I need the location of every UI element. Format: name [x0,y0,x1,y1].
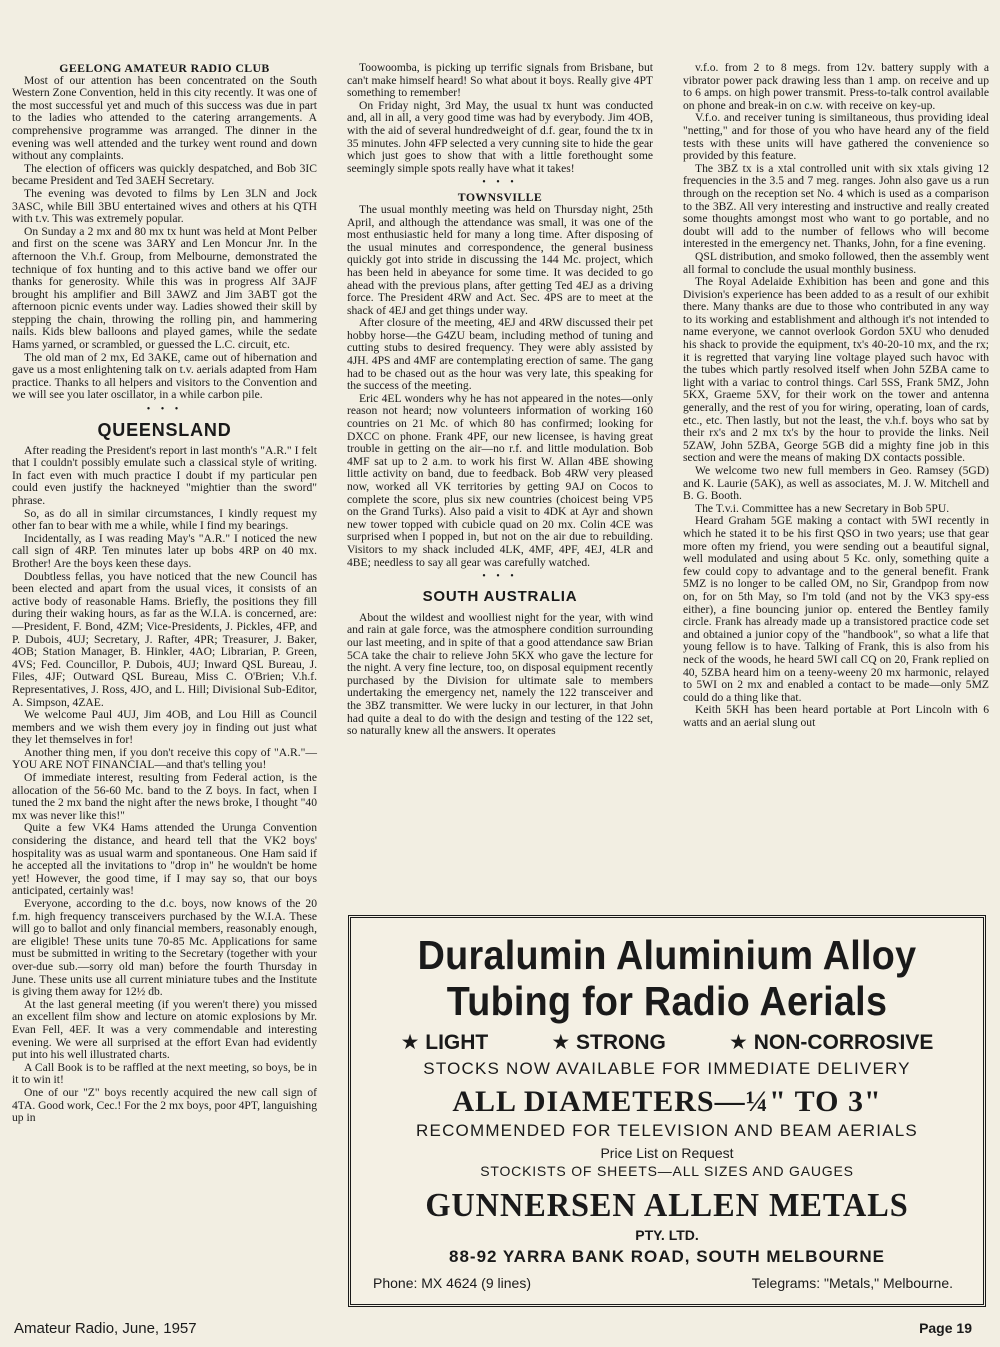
paragraph: Incidentally, as I was reading May's "A.R." I noticed the new call sign of 4RP. Ten minutes later up bobs 4RP on 40 mx. Brother! Are the boys keen these days. [12,531,317,570]
paragraph: QSL distribution, and smoko followed, then the assembly went all formal to conclude the usual monthly business. [683,249,989,276]
paragraph: A Call Book is to be raffled at the next meeting, so boys, be in it to win it! [12,1060,317,1087]
paragraph: The evening was devoted to films by Len 3LN and Jock 3ASC, while Bill 3BU entertained wives and others at his QTH with t.v. This was extremely popular. [12,186,317,226]
south-australia-article [347,612,653,738]
queensland-article [12,445,317,1125]
ad-headline-line-2: Tubing for Radio Aerials [446,978,888,1024]
paragraph: The election of officers was quickly despatched, and Bob 3IC became President and Ted 3AEH Secretary. [12,161,317,188]
paragraph: Another thing men, if you don't receive this copy of "A.R."—YOU ARE NOT FINANCIAL—and that's telling you! [12,745,317,772]
paragraph: On Friday night, 3rd May, the usual tx hunt was conducted and, all in all, a very good time was had by everybody. Jim 4OB, with the aid of several hundredweight of d.f. gear, found the tx in 35 minutes. John 4FP selected a very cunning site to hide the gear which just goes to show that with a little forethought some seemingly simple spots really have what it takes! [347,98,653,175]
paragraph: V.f.o. and receiver tuning is similtaneous, thus providing ideal "netting," and for those of you who have heard any of the field tests with these units will have gathered the convenience so provided by this feature. [683,111,989,163]
section-separator: • • • [482,177,518,189]
ad-headline-line-1: Duralumin Aluminium Alloy [417,932,917,978]
ad-company-suffix: PTY. LTD. [635,1227,699,1243]
paragraph: The T.v.i. Committee has a new Secretary in Bob 5PU. [695,501,950,515]
paragraph: Everyone, according to the d.c. boys, now knows of the 20 f.m. high frequency transceivers purchased by the W.I.A. These will go to ballot and only financial members, reasonably enough, are eligible! These units tune 70-85 Mc. Applications for same must be submitted in writing to the Secretary (together with your over-due sub.—sorry old man) before the fourth Thursday in June. These units use all current miniature tubes and the Institute is giving them away for 12½ db. [12,897,317,999]
ad-stocks-line: STOCKS NOW AVAILABLE FOR IMMEDIATE DELIVERY [423,1059,911,1078]
section-separator: • • • [482,571,518,583]
ad-feature-strong: ★ STRONG [551,1031,666,1054]
ad-contact-row [373,1275,953,1291]
ad-company-name: GUNNERSEN ALLEN METALS [425,1187,909,1224]
paragraph: We welcome two new full members in Geo. Ramsey (5GD) and K. Laurie (5AK), as well as associates, M. J. W. Mitchell and B. G. Booth. [683,464,989,503]
section-heading-townsville: TOWNSVILLE [457,190,543,205]
column-2 [347,62,653,738]
column-3 [683,62,989,729]
paragraph: So, as do all in similar circumstances, I kindly request my other fan to bear with me a while, while I find my bearings. [12,506,317,533]
ad-price-list-line: Price List on Request [600,1145,734,1161]
paragraph: We welcome Paul 4UJ, Jim 4OB, and Lou Hill as Council members and we wish them every joy in finding out just what they let themselves in for! [12,708,317,747]
geelong-article [12,75,317,402]
paragraph: The old man of 2 mx, Ed 3AKE, came out of hibernation and gave us a most enlightening talk on t.v. aerials adapted from Ham practice. Thanks to all helpers and visitors to the Convention and we will see you later oscillator, in a while carbon pile. [12,350,317,402]
column-1 [12,62,317,1125]
ad-stockists-line: STOCKISTS OF SHEETS—ALL SIZES AND GAUGES [480,1163,854,1179]
paragraph: Of immediate interest, resulting from Federal action, is the allocation of the 56-60 Mc. band to the Z boys. In fact, when I tuned the 2 mx band the night after the news broke, I thought "40 mx was never like this!" [12,771,317,822]
advertisement-box [348,915,986,1307]
paragraph: Toowoomba, is picking up terrific signals from Brisbane, but can't make himself heard! So what about it boys. Really give 4PT something to remember! [347,61,653,100]
paragraph: One of our "Z" boys recently acquired the new call sign of 4TA. Good work, Cec.! For the 2 mx boys, poor 4PT, languishing up in [12,1085,317,1125]
paragraph: The usual monthly meeting was held on Thursday night, 25th April, and although the attendance was small, it was one of the most enthusiastic held for many a long time. After disposing of the usual minutes and correspondence, the general business quickly got into stride in discussing the 144 Mc. project, which has been held in abeyance for some time. It was decided to go ahead with the previous plans, after getting Ted 4EJ as a driving force. The President 4RW and Act. Sec. 4PS are to meet at the shack of 4EJ and get things under way. [347,202,653,317]
footer-publication: Amateur Radio, June, 1957 [14,1320,197,1337]
paragraph: After reading the President's report in last month's "A.R." I felt that I couldn't possibly emulate such a classical style of writing. In fact even with much practice I doubt if my particular pen could even justify the hackneyed "mightier than the sword" phrase. [12,443,317,507]
ad-features [369,1030,965,1055]
paragraph: The Royal Adelaide Exhibition has been and gone and this Division's experience has been added to as a result of our exhibit there. Many thanks are due to those who contributed in any way to its working and establishment and although it's not intended to name everyone, we cannot overlook Gordon 5XU who denuded his shack to provide the equipment, tx's 40-20-10 mx, and the rx; it is regretted that varying line voltage played such havoc with the tubes which partly resolved itself when John 5ZBA came to light with a variac to control things. Carl 5SS, Frank 5MZ, John 5KX, Graeme 5XV, for their work on the tower and antenna generally, and the rest of you for wiring, operating, loan of cards, etc., etc. Then lastly, but not the least, the v.h.f. boys who sat by their rx's and 2 mx tx's by the hour to provide the links. Neil 5ZAW, John 5ZBA, George 5GB did a mighty fine job in this section and were the means of making DX contacts possible. [683,275,989,465]
footer-page-number: Page 19 [919,1320,972,1336]
section-heading-queensland: QUEENSLAND [97,420,232,441]
paragraph: Doubtless fellas, you have noticed that the new Council has been elected and apart from the usual vices, it consists of an active body of reasonable Hams. Briefly, the positions they fill during their waking hours, as far as the W.I.A. is concerned, are:—President, F. Bond, 4ZM; Vice-Presidents, J. Pickles, 4FP, and P. Dubois, 4UJ; Secretary, J. Rafter, 4PR; Treasurer, J. Baker, 4OB; Station Manager, B. Hinkler, 4AO; Librarian, P. Green, 4VS; Fed. Councillor, P. Dubois, 4UJ; Inward QSL Bureau, J. Files, 4JF; Outward QSL Bureau, Miss C. O'Brien; V.h.f. Representatives, J. Ross, 4JO, and L. Hill; Divisional Sub-Editor, A. Simpson, 4ZAE. [12,569,317,709]
paragraph: On Sunday a 2 mx and 80 mx tx hunt was held at Mont Pelber and first on the scene was 3ARY and Len Moncur Jnr. In the afternoon the V.h.f. Group, from Melbourne, demonstrated the technique of fox hunting and to this active band we offer our thanks for generosity. While this was in progress Alf 3AJF brought his amplifier and Bill 3AWZ and Jim 3ABT got the afternoon picnic events under way. Ladies showed their skill by stepping the chain, throwing the rolling pin, and hammering nails. Kids blew balloons and played games, while the sedate Hams yarned, or scrambled, or guessed the L.C. circuit, etc. [12,224,317,352]
section-heading-south-australia: SOUTH AUSTRALIA [422,588,578,606]
section-separator: • • • [146,404,183,416]
ad-phone: Phone: MX 4624 (9 lines) [373,1275,531,1291]
ad-feature-light: ★ LIGHT [400,1031,489,1054]
paragraph: Most of our attention has been concentrated on the South Western Zone Convention, held in this city recently. It was one of the most successful yet and much of this success was due in part to the ladies who attended to the catering arrangements. A comprehensive programme was arranged. The dinner in the evening was well attended and the turkey went round and down without any complaints. [12,73,317,163]
paragraph: About the wildest and woolliest night for the year, with wind and rain at gale force, was the atmosphere condition surrounding our last meeting, and in spite of that a good attendance saw Brian 5CA take the chair to relieve John 5KX who gave the lecture for the night. A very fine lecture, too, on disposal equipment recently purchased by the Division for ultimate sale to members undertaking the emergency net, namely the 122 transceiver and the 3BZ transmitter. We were lucky in our lecturer, in that John had quite a deal to do with the design and testing of the 122 set, so naturally knew all the answers. It operates [347,610,653,738]
paragraph: Quite a few VK4 Hams attended the Urunga Convention considering the distance, and heard tell that the VK2 boys' hospitality was as usual warm and spontaneous. One Ham said if he accepted all the invitations to "drop in" he wouldn't be home yet! However, the good time, if I may say so, that our boys anticipated, certainly was! [12,821,317,898]
section-heading-geelong: GEELONG AMATEUR RADIO CLUB [59,61,270,75]
ad-diameters-line: ALL DIAMETERS—¼" TO 3" [452,1085,882,1118]
paragraph: Heard Graham 5GE making a contact with 5WI recently in which he stated it to be his first QSO in two years; use that gear more often my friend, you were sending out a beautiful signal, well modulated and using about 5 Kc. only, something quite a few could copy to advantage and to the general benefit. Frank 5MZ is no longer to be called OM, no Sir, Grandpop from now on, for on 5th May, so I'm told (and not by the VK3 spy-ess either), a fine bouncing junior op. entered the Bentley family circle. Frank has already made up a transistored practice code set and obtained a junior copy of the "handbook", so what a life that young fellow is to have. Talking of Frank, this is also from his neck of the woods, he heard 5WI call CQ on 20, Frank replied on 40, 5ZBA heard him on a teeny-weeny 20 mx harmonic, relayed to 5WI on 2 mx and enabled a contact to be made—only 5MZ could do a thing like that. [683,514,989,704]
townsville-article [347,204,653,569]
paragraph: After closure of the meeting, 4EJ and 4RW discussed their pet hobby horse—the G4ZU beam, including method of tuning and cutting stubs to desired frequency. They were ably assisted by 4JH. 4PS and 4MF are contemplating erection of same. The gang had to be chased out as the hour was very late, this speaking for the success of the meeting. [347,316,653,393]
ad-recommended-line: RECOMMENDED FOR TELEVISION AND BEAM AERIALS [416,1121,918,1140]
paragraph: Eric 4EL wonders why he has not appeared in the notes—only reason not heard; now volunteers information of working 160 countries on 21 Mc. of which 80 has confirmed; looking for DXCC on phone. Frank 4PF, our new licensee, is having great trouble in getting on the air—no r.f. and little modulation. Bob 4MF sat up to 2 a.m. to work his first W. Allan 4BE showing little activity on band, due to feedback. Bob 4RW very pleased now, worked all VK territories by getting 9AJ on Cocos to complete the score, plus six new countries (choicest being VP5 on the Grand Turks). Also paid a visit to 4DK at Ayr and shown new tower topped with cubicle quad on 20 mx. Colin 4CE was surprised when I popped in, but not on the air due to rebuilding. Visitors to my shack included 4LK, 4MF, 4PF, 4EJ, 4LR and 4BE; needless to say all gear was carefully watched. [347,391,653,569]
paragraph: At the last general meeting (if you weren't there) you missed an excellent film show and lecture on atomic explosions by Mr. Evan Fell, 4EF. It was a very commendable and interesting evening. We were all surprised at the effort Evan had evidently put into his well illustrated charts. [12,997,317,1062]
paragraph: Keith 5KH has been heard portable at Port Lincoln with 6 watts and an aerial slung out [683,703,989,729]
ad-feature-non-corrosive: ★ NON-CORROSIVE [729,1031,934,1054]
paragraph: v.f.o. from 2 to 8 megs. from 12v. battery supply with a vibrator power pack drawing less than 1 amp. on receive and up to 6 amps. on high power transmit. Press-to-talk control available on phone and break-in on c.w. with receive on key-up. [683,61,989,112]
paragraph: The 3BZ tx is a xtal controlled unit with six xtals giving 12 frequencies in the 3.5 and 7 meg. ranges. John also gave us a run through on the reception set No. 4 which is used as a comparison to the 3BZ. All very interesting and instructive and really created some thoughts amongst most who want to go portable, and no doubt will add to the number of fellows who will become interested in the emergency net. Thanks, John, for a fine evening. [683,161,989,251]
ad-address: 88-92 YARRA BANK ROAD, SOUTH MELBOURNE [449,1247,885,1266]
ad-telegrams: Telegrams: "Metals," Melbourne. [751,1275,953,1291]
